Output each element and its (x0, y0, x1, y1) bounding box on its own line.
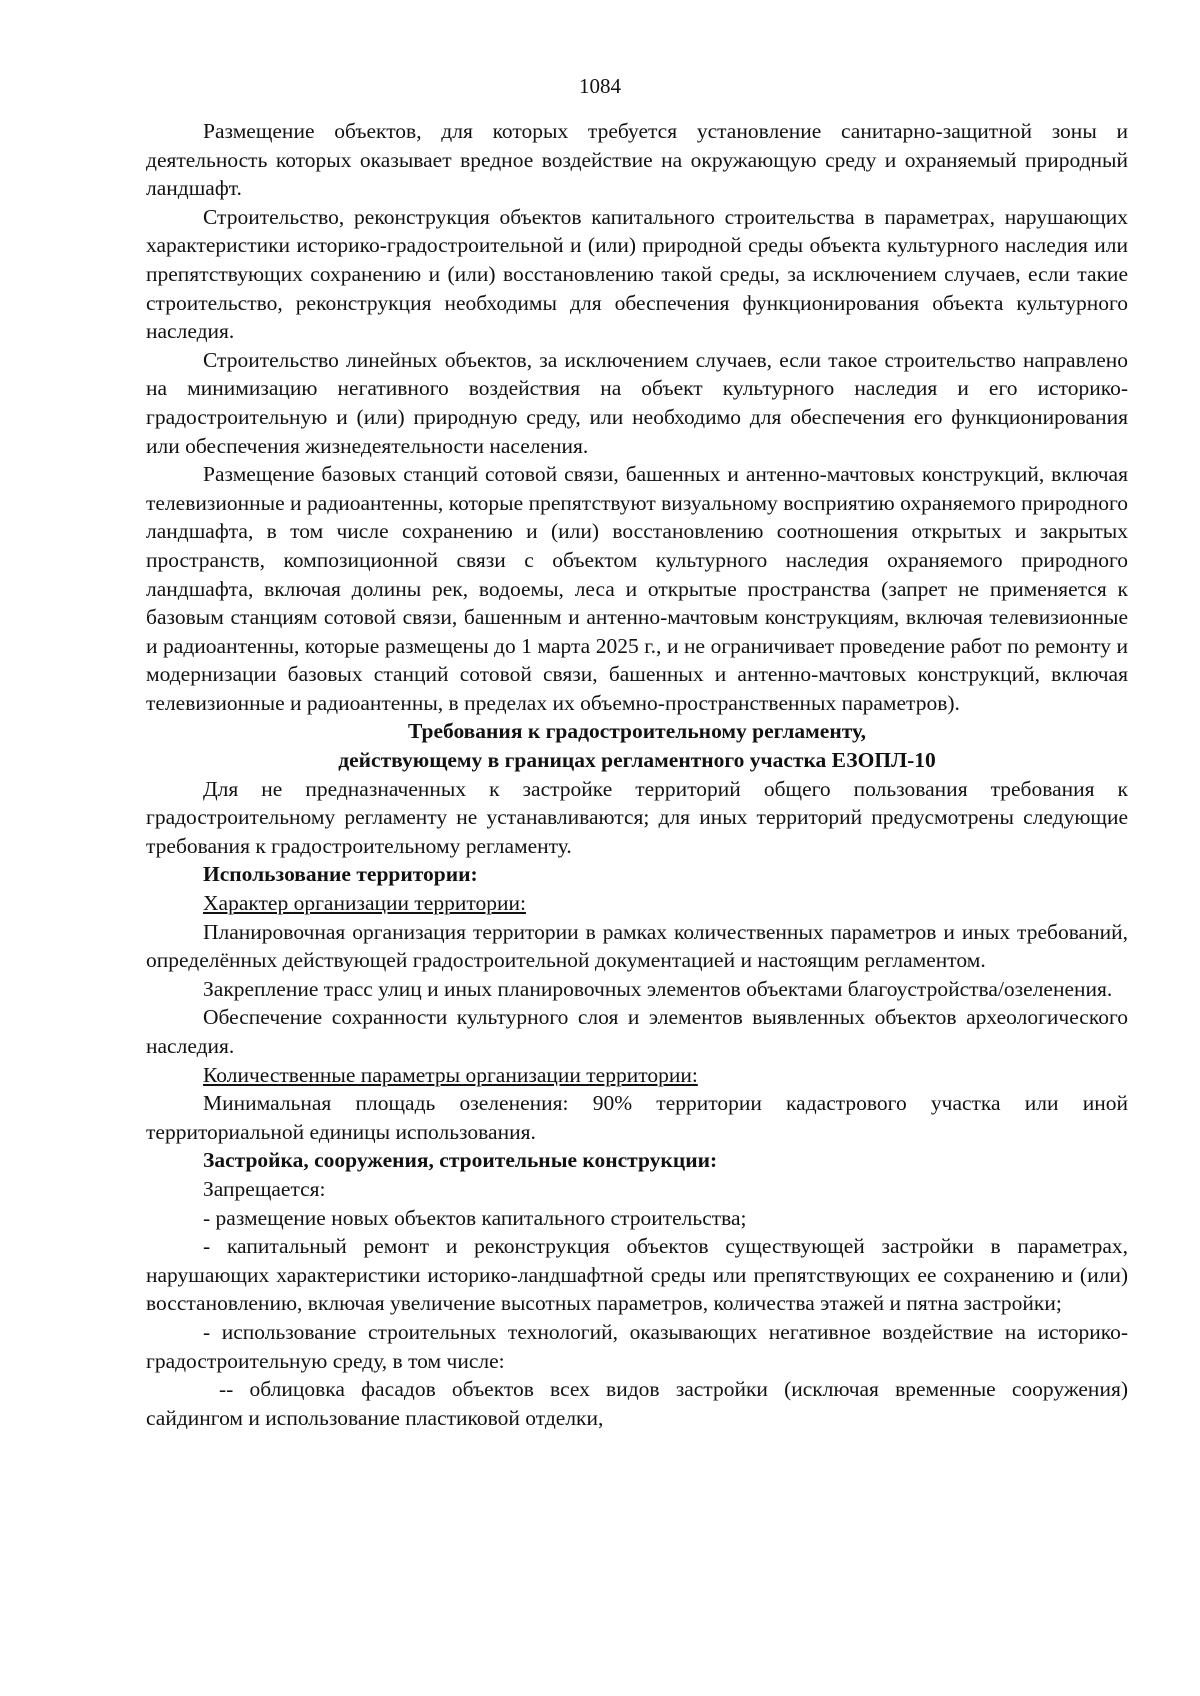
quantitative-text: Минимальная площадь озеленения: 90% территории кадастрового участка или иной территориальной единицы использования. (146, 1091, 1128, 1144)
prohibited-label: Запрещается: (203, 1176, 326, 1201)
paragraph: Размещение объектов, для которых требуется установление санитарно-защитной зоны и деятельность которых оказывает вредное воздействие на окружающую среду и охраняемый природный ландшафт. (146, 119, 1128, 201)
paragraph: Размещение базовых станций сотовой связи, башенных и антенно-мачтовых конструкций, включая телевизионные и радиоантенны, которые препятствуют визуальному восприятию охраняемого природного ландшафта, в том числе сохранению и (или) восстановлению соотношения открытых и закрытых пространств, композиционной связи с объектом культурного наследия охраняемого природного ландшафта, включая долины рек, водоемы, леса и открытые пространства (запрет не применяется к базовым станциям сотовой связи, башенным и антенно-мачтовым конструкциям, включая телевизионные и радиоантенны, которые размещены до 1 марта 2025 г., и не ограничивает проведение работ по ремонту и модернизации базовых станций сотовой связи, башенных и антенно-мачтовых конструкций, включая телевизионные и радиоантенны, в пределах их объемно-пространственных параметров). (146, 462, 1128, 715)
organization-label: Характер организации территории: (203, 891, 526, 916)
paragraph: Строительство, реконструкция объектов капитального строительства в параметрах, нарушающих характеристики историко-градостроительной и (или) природной среды объекта культурного наследия или препятствующих сохранению и (или) восстановлению такой среды, за исключением случаев, если такие строительство, реконструкция необходимы для обеспечения функционирования объекта культурного наследия. (146, 204, 1128, 344)
intro-paragraph: Для не предназначенных к застройке территорий общего пользования требования к градостроительному регламенту не устанавливаются; для иных территорий предусмотрены следующие требования к градостроительному регламенту. (146, 776, 1128, 858)
document-body (146, 117, 1128, 1432)
prohibited-item: - капитальный ремонт и реконструкция объектов существующей застройки в параметрах, нарушающих характеристики историко-ландшафтной среды или препятствующих ее сохранению и (или) восстановлению, включая увеличение высотных параметров, количества этажей и пятна застройки; (146, 1234, 1128, 1316)
section-heading-line-2: действующему в границах регламентного участка ЕЗОПЛ-10 (338, 748, 936, 773)
quantitative-label: Количественные параметры организации территории: (203, 1062, 698, 1087)
territory-heading: Использование территории: (203, 862, 478, 887)
prohibited-sub-item: -- облицовка фасадов объектов всех видов застройки (исключая временные сооружения) сайдингом и использование пластиковой отделки, (146, 1377, 1128, 1430)
organization-item: Планировочная организация территории в рамках количественных параметров и иных требований, определённых действующей градостроительной документацией и настоящим регламентом. (146, 919, 1128, 973)
organization-item: Обеспечение сохранности культурного слоя и элементов выявленных объектов археологического наследия. (146, 1005, 1128, 1058)
section-heading-line-1: Требования к градостроительному регламенту, (407, 719, 866, 744)
organization-item: Закрепление трасс улиц и иных планировочных элементов объектами благоустройства/озеленения. (203, 976, 1113, 1001)
construction-heading: Застройка, сооружения, строительные конструкции: (203, 1148, 718, 1173)
paragraph: Строительство линейных объектов, за исключением случаев, если такое строительство направлено на минимизацию негативного воздействия на объект культурного наследия и его историко-градостроительную и (или) природную среду, или необходимо для обеспечения его функционирования или обеспечения жизнедеятельности населения. (146, 347, 1128, 458)
prohibited-item: - использование строительных технологий, оказывающих негативное воздействие на историко-градостроительную среду, в том числе: (146, 1319, 1128, 1373)
page-number: 1084 (579, 74, 621, 98)
prohibited-item: - размещение новых объектов капитального строительства; (203, 1205, 747, 1230)
